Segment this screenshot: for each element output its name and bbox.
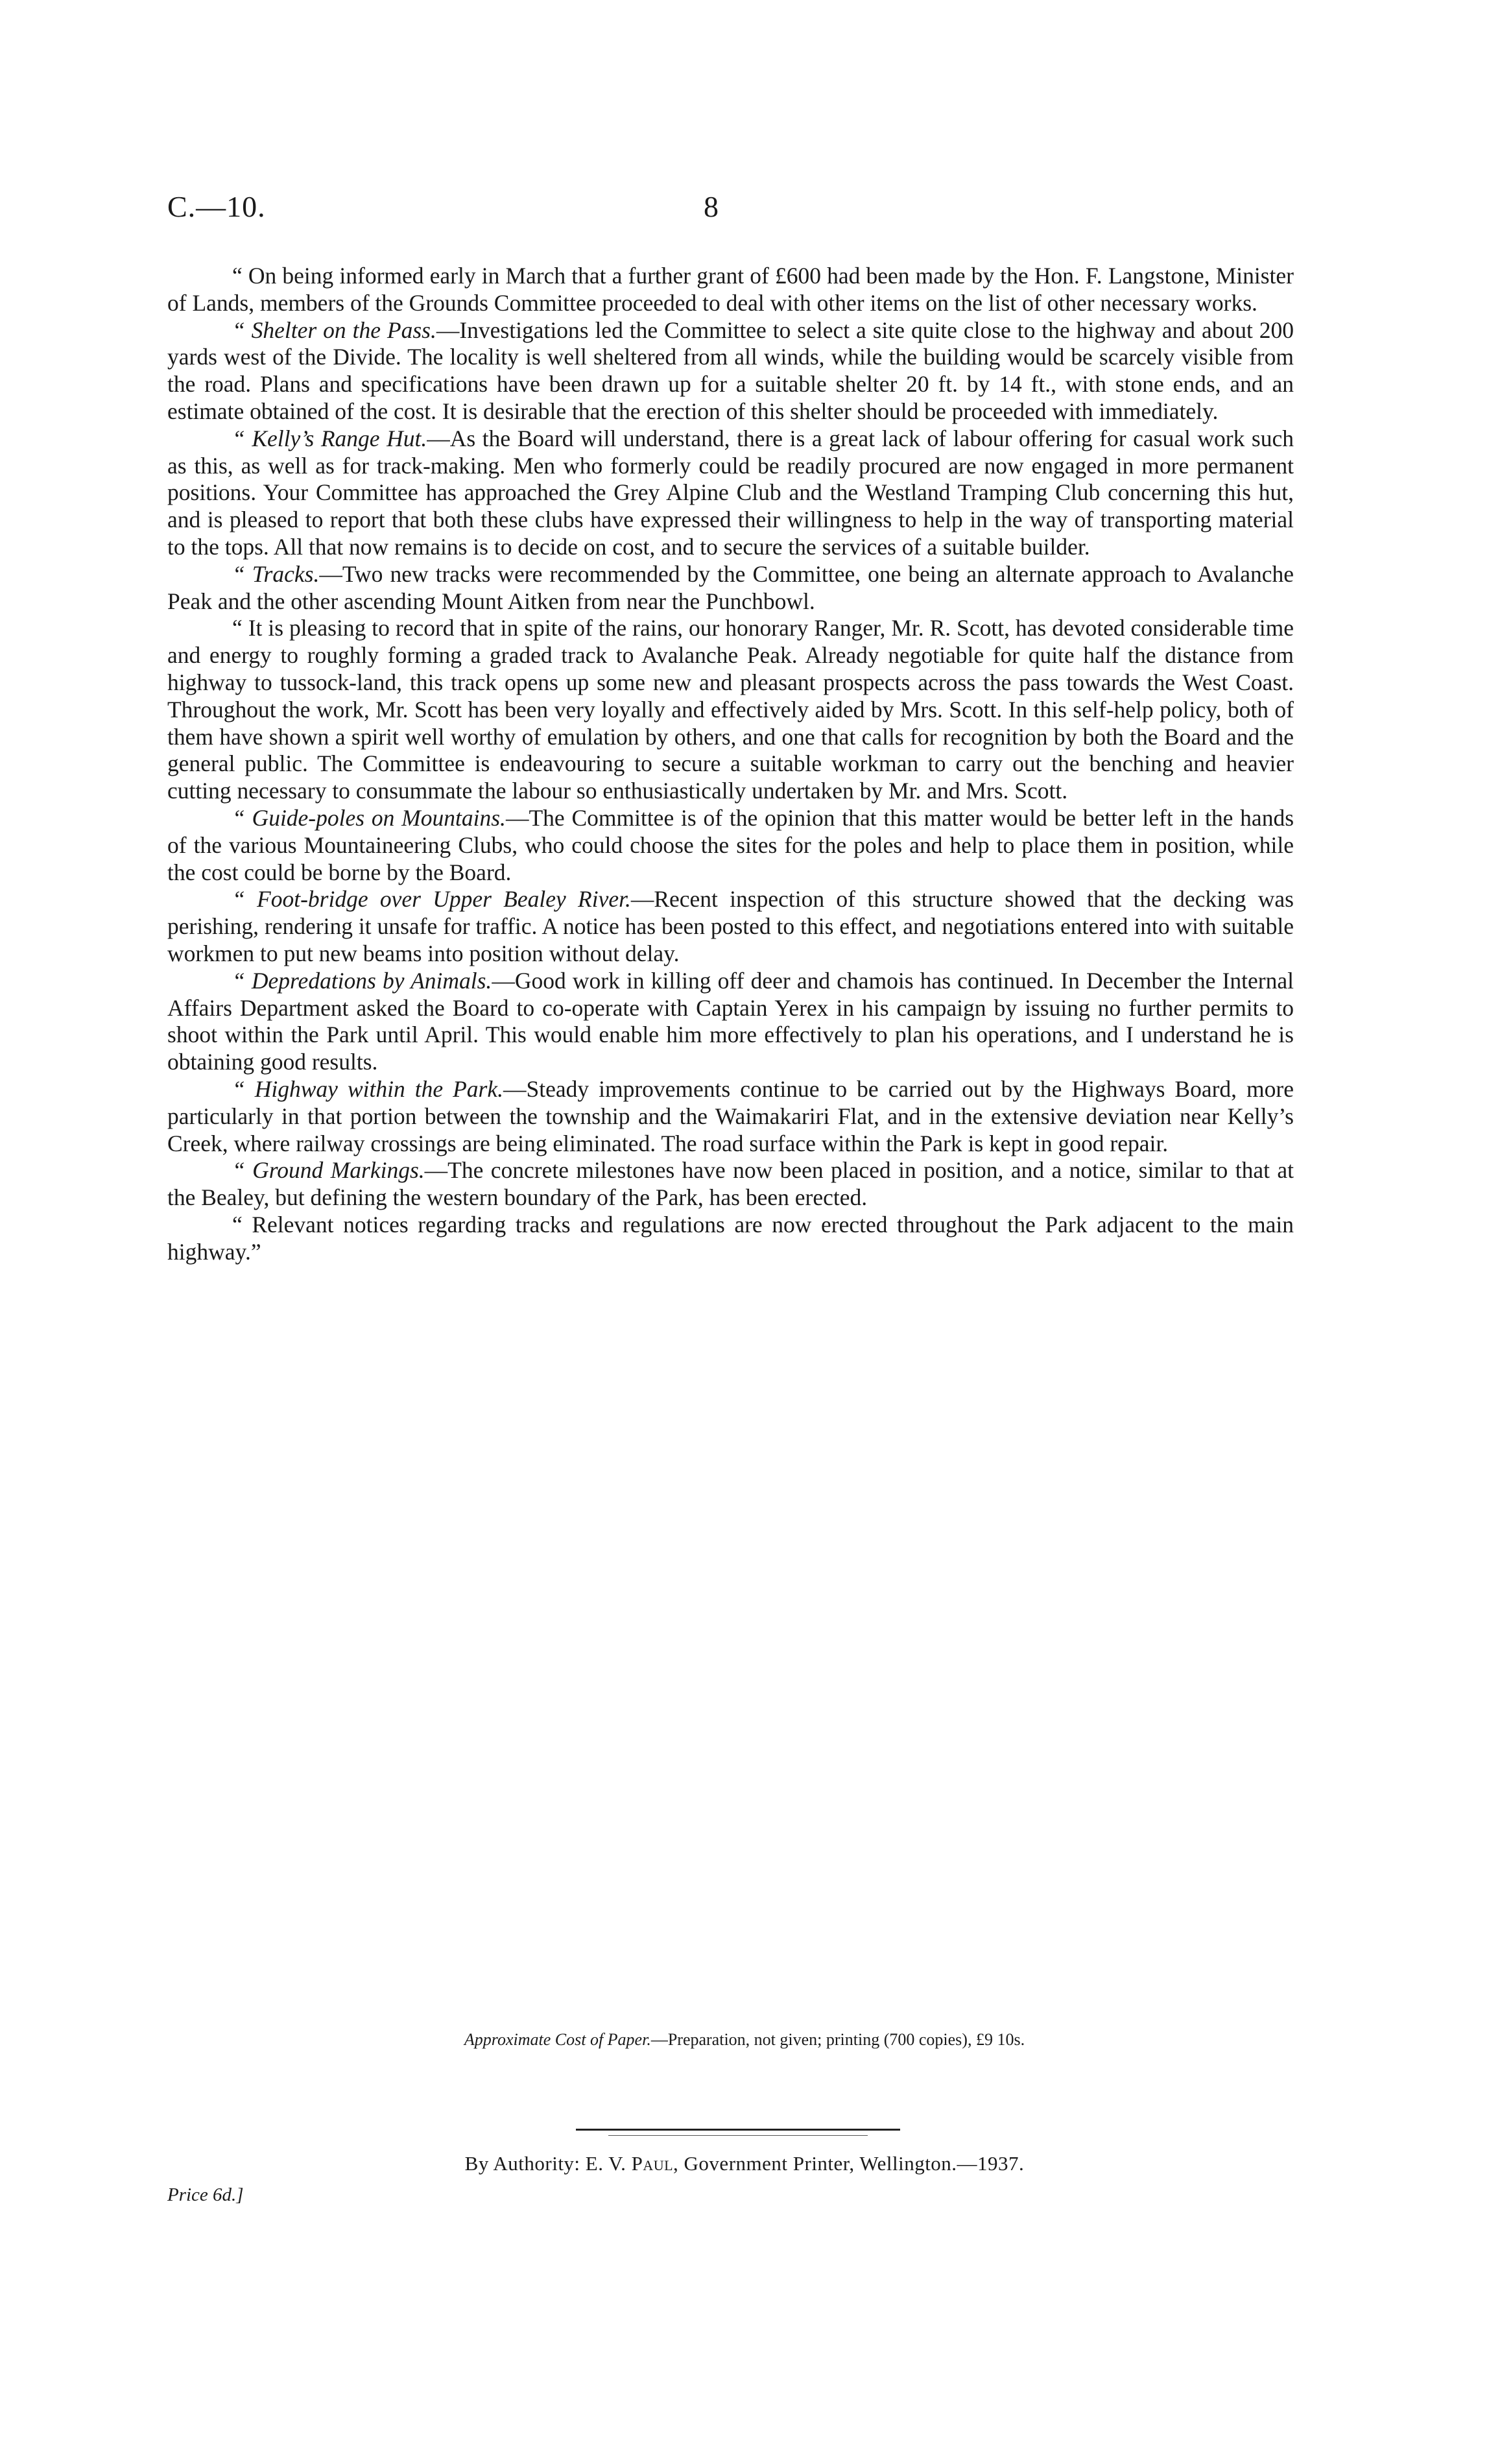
paragraph-text: —Steady improvements continue to be carried out by the Highways Board, more particularly in that portion between the township and the Waimakariri Flat, and in the extensive deviation near Kelly’s Creek, where railway crossings are being eliminated. The road surface within the Park is kept in good repair. (167, 1075, 1294, 1156)
paragraph-notices (167, 1212, 1294, 1266)
paragraph-heading: “ Highway within the Park. (232, 1075, 503, 1102)
paragraph-text: —As the Board will understand, there is a great lack of labour offering for casual work such as this, as well as for track-making. Men who formerly could be readily procured are now engaged in more permanent positions. Your Committee has approached the Grey Alpine Club and the Westland Tramping Club concerning this hut, and is pleased to report that both these clubs have expressed their willingness to help in the way of transporting material to the tops. All that now remains is to decide on cost, and to secure the services of a suitable builder. (167, 425, 1294, 560)
paragraph-text: “ It is pleasing to record that in spite of the rains, our honorary Ranger, Mr. R. Scott, has devoted considerable time and energy to roughly forming a graded track to Avalanche Peak. Already negotiable for quite half the distance from highway to tussock-land, this track opens up some new and pleasant prospects across the pass towards the West Coast. Throughout the work, Mr. Scott has been very loyally and effectively aided by Mrs. Scott. In this self-help policy, both of them have shown a spirit well worthy of emulation by others, and one that calls for recognition by both the Board and the general public. The Committee is endeavouring to secure a suitable workman to carry out the benching and heavier cutting necessary to consummate the labour so enthusiastically undertaken by Mr. and Mrs. Scott. (167, 615, 1294, 804)
paragraph-highway (167, 1076, 1294, 1157)
paragraph-tracks (167, 561, 1294, 616)
paragraph-grant (167, 263, 1294, 317)
paragraph-text: —Two new tracks were recommended by the Committee, one being an alternate approach to Avalanche Peak and the other ascending Mount Aitken from near the Punchbowl. (167, 560, 1294, 614)
document-code: C.—10. (167, 190, 266, 223)
paragraph-shelter (167, 317, 1294, 425)
cost-of-paper-note (0, 2030, 1489, 2050)
divider-rule (576, 2129, 900, 2131)
paragraph-text: “ On being informed early in March that a further grant of £600 had been made by the Hon. F. Langstone, Minister of Lands, members of the Grounds Committee proceeded to deal with other items on the list of other necessary works. (167, 263, 1294, 316)
paragraph-heading: “ Foot-bridge over Upper Bealey River. (232, 886, 631, 913)
paragraph-text: —The Committee is of the opinion that this matter would be better left in the hands of the various Mountaineering Clubs, who could choose the sites for the poles and help to place them in position, while the cost could be borne by the Board. (167, 804, 1294, 885)
paragraph-heading: “ Kelly’s Range Hut. (232, 425, 427, 451)
cost-label: Approximate Cost of Paper. (464, 2030, 651, 2049)
paragraph-heading: “ Depredations by Animals. (232, 967, 492, 994)
page-number: 8 (704, 190, 719, 223)
printer-imprint (0, 2152, 1489, 2175)
body-text (167, 263, 1294, 1265)
paragraph-heading: “ Guide-poles on Mountains. (232, 804, 506, 831)
paragraph-ranger (167, 615, 1294, 805)
paragraph-heading: “ Tracks. (232, 560, 320, 587)
imprint-suffix: Government Printer, Wellington.—1937. (684, 2152, 1025, 2175)
paragraph-text: —The concrete milestones have now been placed in position, and a notice, similar to that at the Bealey, but defining the western boundary of the Park, has been erected. (167, 1157, 1294, 1211)
paragraph-kellys-hut (167, 425, 1294, 561)
paragraph-text: —Recent inspection of this structure showed that the decking was perishing, rendering it unsafe for traffic. A notice has been posted to this effect, and negotiations entered into with suitable workmen to put new beams into position without delay. (167, 886, 1294, 966)
paragraph-ground-markings (167, 1157, 1294, 1212)
paragraph-depredations (167, 968, 1294, 1076)
paragraph-text: “ Relevant notices regarding tracks and regulations are now erected throughout the Park adjacent to the main highway.” (167, 1211, 1294, 1265)
paragraph-foot-bridge (167, 886, 1294, 967)
paragraph-guide-poles (167, 805, 1294, 886)
imprint-name: Paul, (631, 2152, 679, 2175)
paragraph-heading: “ Shelter on the Pass. (232, 317, 436, 343)
divider-rule-thin (608, 2135, 868, 2136)
imprint-prefix: By Authority: E. V. (464, 2152, 626, 2175)
paragraph-heading: “ Ground Markings. (232, 1157, 425, 1184)
cost-text: —Preparation, not given; printing (700 copies), £9 10s. (650, 2030, 1025, 2049)
paragraph-text: —Good work in killing off deer and chamois has continued. In December the Internal Affairs Department asked the Board to co-operate with Captain Yerex in his campaign by issuing no further permits to shoot within the Park until April. This would enable him more effectively to plan his operations, and I understand he is obtaining good results. (167, 967, 1294, 1075)
price-note: Price 6d.] (167, 2184, 244, 2205)
paragraph-text: —Investigations led the Committee to select a site quite close to the highway and about 200 yards west of the Divide. The locality is well sheltered from all winds, while the building would be scarcely visible from the road. Plans and specifications have been drawn up for a suitable shelter 20 ft. by 14 ft., with stone ends, and an estimate obtained of the cost. It is desirable that the erection of this shelter should be proceeded with immediately. (167, 317, 1294, 424)
